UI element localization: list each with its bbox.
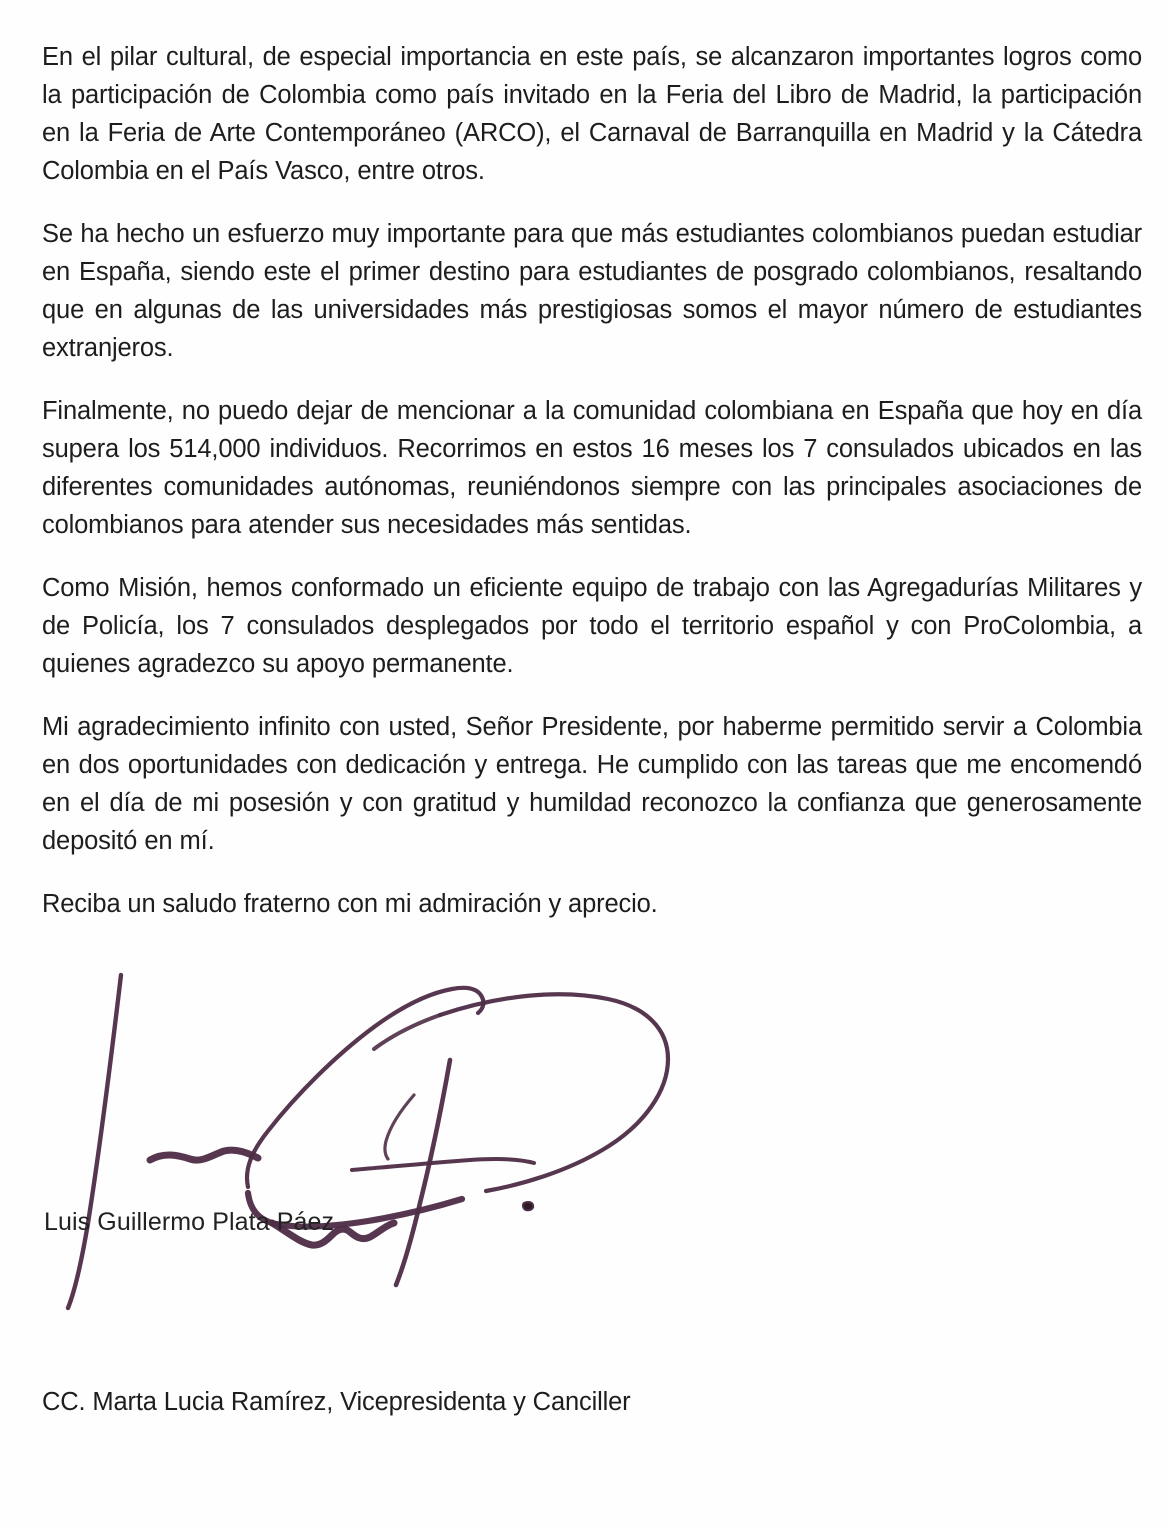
paragraph-students-spain: Se ha hecho un esfuerzo muy importante para que más estudiantes colombianos puedan estudiar en España, siendo este el primer destino para estudiantes de posgrado colombianos, resaltando que en algunas de las universidades más prestigiosas somos el mayor número de estudiantes extranjeros. — [42, 220, 1142, 362]
paragraph-colombian-community: Finalmente, no puedo dejar de mencionar a la comunidad colombiana en España que hoy en día supera los 514,000 individuos. Recorrimos en estos 16 meses los 7 consulados ubicados en las diferentes comunidades autónomas, reuniéndonos siempre con las principales asociaciones de colombianos para atender sus necesidades más sentidas. — [42, 397, 1142, 539]
paragraph-mission-team: Como Misión, hemos conformado un eficiente equipo de trabajo con las Agregadurías Militares y de Policía, los 7 consulados desplegados por todo el territorio español y con ProColombia, a quienes agradezco su apoyo permanente. — [42, 574, 1142, 678]
signature-strokes — [0, 955, 760, 1335]
closing-salutation: Reciba un saludo fraterno con mi admiración y aprecio. — [42, 890, 658, 918]
paragraph-cultural-pillar: En el pilar cultural, de especial importancia en este país, se alcanzaron importantes logros como la participación de Colombia como país invitado en la Feria del Libro de Madrid, la participación en la Feria de Arte Contemporáneo (ARCO), el Carnaval de Barranquilla en Madrid y la Cátedra Colombia en el País Vasco, entre otros. — [42, 43, 1142, 185]
paragraph-gratitude: Mi agradecimiento infinito con usted, Señor Presidente, por haberme permitido servir a Colombia en dos oportunidades con dedicación y entrega. He cumplido con las tareas que me encomendó en el día de mi posesión y con gratitud y humildad reconozco la confianza que generosamente depositó en mí. — [42, 713, 1142, 855]
signer-name: Luis Guillermo Plata Páez — [44, 1208, 335, 1236]
signature — [0, 955, 760, 1335]
letter-body — [42, 38, 1142, 923]
cc-recipient-line: CC. Marta Lucia Ramírez, Vicepresidenta y Canciller — [42, 1388, 631, 1416]
